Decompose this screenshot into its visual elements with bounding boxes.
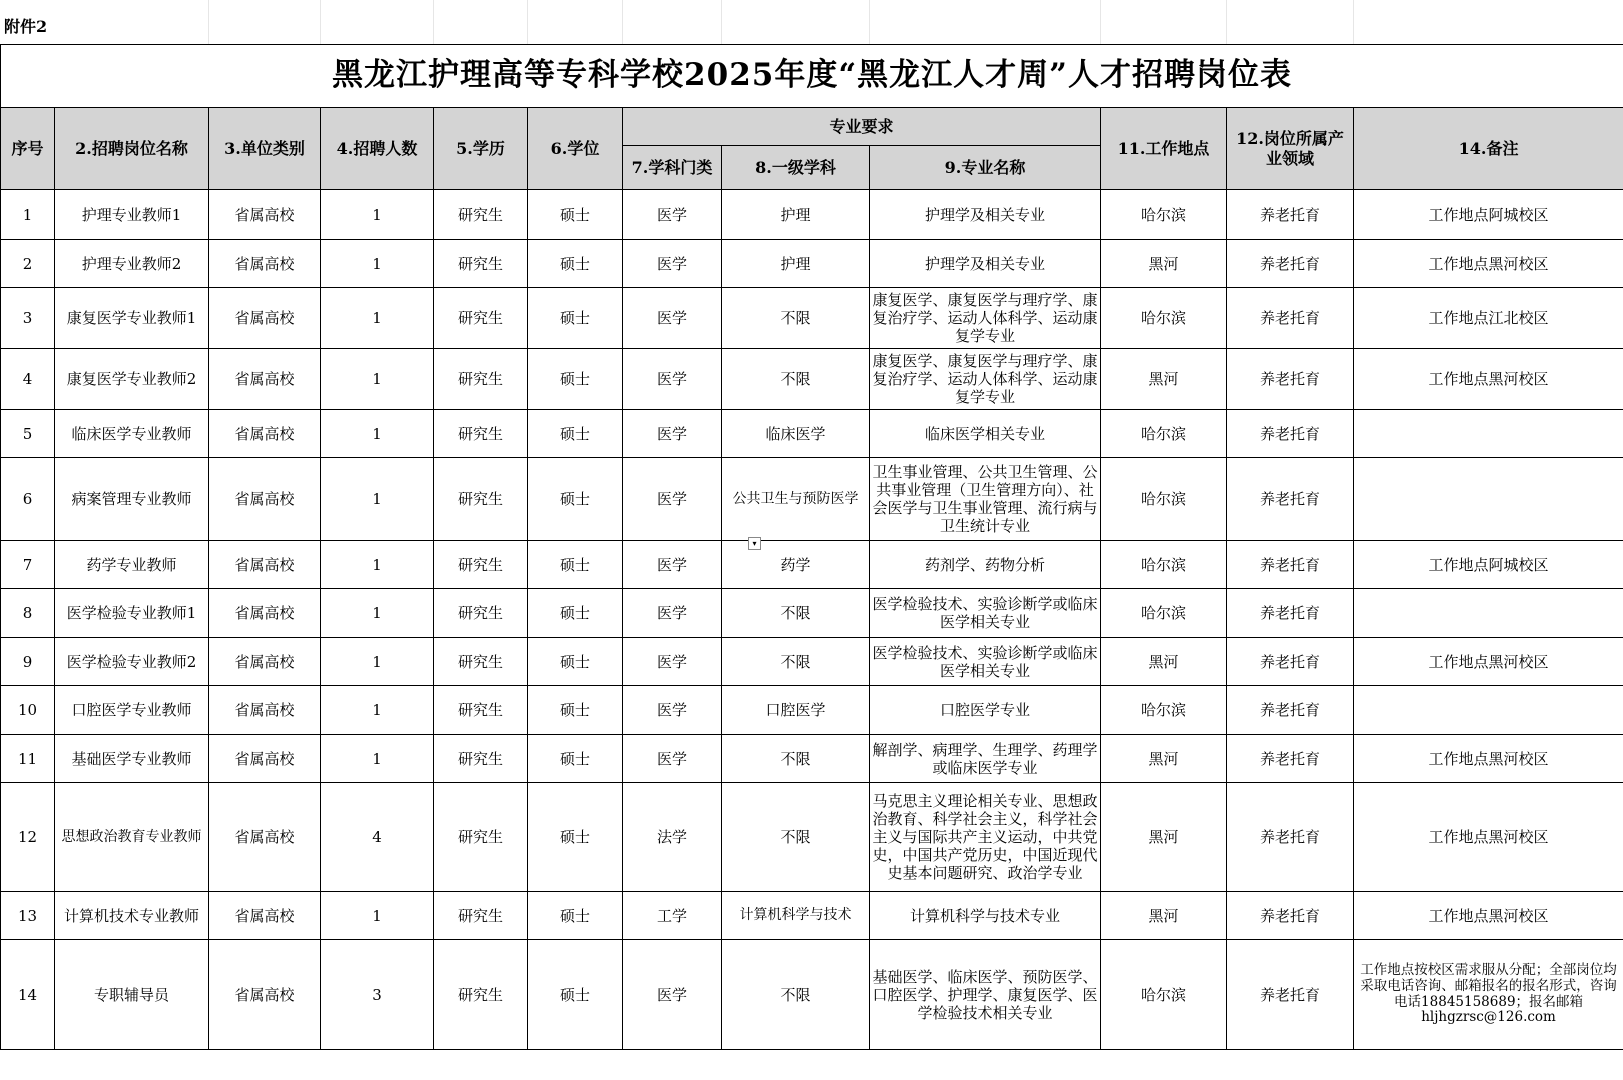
cell-unit-type[interactable]: 省属高校 [209, 410, 321, 458]
cell-industry[interactable]: 养老托育 [1227, 940, 1354, 1050]
cell-location[interactable]: 黑河 [1101, 783, 1227, 892]
grid-line [320, 0, 321, 44]
cell-seq[interactable]: 4 [1, 349, 55, 410]
cell-industry[interactable]: 养老托育 [1227, 458, 1354, 541]
cell-first-level[interactable]: 口腔医学 [722, 686, 870, 735]
table-row [1, 288, 1623, 349]
cell-count[interactable]: 1 [321, 240, 434, 288]
cell-major-name[interactable]: 药剂学、药物分析 [870, 541, 1101, 589]
cell-position[interactable]: 医学检验专业教师1 [55, 589, 209, 638]
cell-remark[interactable]: 工作地点黑河校区 [1354, 349, 1623, 410]
cell-seq[interactable]: 5 [1, 410, 55, 458]
header-position[interactable]: 2.招聘岗位名称 [55, 108, 209, 190]
cell-position[interactable]: 康复医学专业教师2 [55, 349, 209, 410]
cell-education[interactable]: 研究生 [434, 240, 528, 288]
cell-industry[interactable]: 养老托育 [1227, 892, 1354, 940]
cell-education[interactable]: 研究生 [434, 410, 528, 458]
table-row [1, 458, 1623, 541]
header-discipline[interactable]: 7.学科门类 [623, 146, 722, 190]
grid-line [1226, 0, 1227, 44]
cell-position[interactable]: 基础医学专业教师 [55, 735, 209, 783]
cell-degree[interactable]: 硕士 [528, 783, 623, 892]
cell-remark[interactable]: 工作地点阿城校区 [1354, 541, 1623, 589]
grid-line [721, 0, 722, 44]
cell-count[interactable]: 1 [321, 686, 434, 735]
cell-industry[interactable]: 养老托育 [1227, 541, 1354, 589]
cell-seq[interactable]: 1 [1, 190, 55, 240]
cell-major-name[interactable]: 康复医学、康复医学与理疗学、康复治疗学、运动人体科学、运动康复学专业 [870, 349, 1101, 410]
cell-discipline[interactable]: 医学 [623, 589, 722, 638]
grid-line [1100, 0, 1101, 44]
cell-major-name[interactable]: 医学检验技术、实验诊断学或临床医学相关专业 [870, 638, 1101, 686]
cell-position[interactable]: 护理专业教师2 [55, 240, 209, 288]
cell-location[interactable]: 哈尔滨 [1101, 288, 1227, 349]
cell-remark[interactable] [1354, 686, 1623, 735]
cell-count[interactable]: 1 [321, 892, 434, 940]
cell-education[interactable]: 研究生 [434, 349, 528, 410]
cell-remark[interactable] [1354, 589, 1623, 638]
cell-position[interactable]: 医学检验专业教师2 [55, 638, 209, 686]
grid-line [433, 0, 434, 44]
cell-seq[interactable]: 13 [1, 892, 55, 940]
cell-unit-type[interactable]: 省属高校 [209, 940, 321, 1050]
cell-count[interactable]: 1 [321, 541, 434, 589]
cell-education[interactable]: 研究生 [434, 638, 528, 686]
cell-first-level[interactable]: 不限 [722, 940, 870, 1050]
cell-education[interactable]: 研究生 [434, 288, 528, 349]
table-row [1, 892, 1623, 940]
cell-position[interactable]: 康复医学专业教师1 [55, 288, 209, 349]
cell-position[interactable]: 病案管理专业教师 [55, 458, 209, 541]
cell-position[interactable]: 药学专业教师 [55, 541, 209, 589]
cell-remark[interactable]: 工作地点黑河校区 [1354, 783, 1623, 892]
header-unit-type[interactable]: 3.单位类别 [209, 108, 321, 190]
cell-degree[interactable]: 硕士 [528, 940, 623, 1050]
cell-position[interactable]: 护理专业教师1 [55, 190, 209, 240]
header-major-name[interactable]: 9.专业名称 [870, 146, 1101, 190]
cell-seq[interactable]: 9 [1, 638, 55, 686]
cell-count[interactable]: 3 [321, 940, 434, 1050]
cell-location[interactable]: 哈尔滨 [1101, 190, 1227, 240]
cell-degree[interactable]: 硕士 [528, 240, 623, 288]
cell-unit-type[interactable]: 省属高校 [209, 589, 321, 638]
cell-unit-type[interactable]: 省属高校 [209, 638, 321, 686]
cell-education[interactable]: 研究生 [434, 589, 528, 638]
cell-seq[interactable]: 11 [1, 735, 55, 783]
cell-major-name[interactable]: 医学检验技术、实验诊断学或临床医学相关专业 [870, 589, 1101, 638]
cell-first-level[interactable]: 不限 [722, 783, 870, 892]
cell-position[interactable]: 口腔医学专业教师 [55, 686, 209, 735]
cell-location[interactable]: 黑河 [1101, 892, 1227, 940]
table-row [1, 349, 1623, 410]
cell-degree[interactable]: 硕士 [528, 288, 623, 349]
cell-first-level[interactable]: 公共卫生与预防医学 [722, 458, 870, 541]
attachment-label: 附件2 [4, 17, 48, 36]
cell-count[interactable]: 1 [321, 735, 434, 783]
cell-first-level[interactable]: 不限 [722, 288, 870, 349]
cell-unit-type[interactable]: 省属高校 [209, 541, 321, 589]
cell-count[interactable]: 1 [321, 638, 434, 686]
cell-industry[interactable]: 养老托育 [1227, 240, 1354, 288]
cell-education[interactable]: 研究生 [434, 686, 528, 735]
cell-discipline[interactable]: 医学 [623, 190, 722, 240]
cell-location[interactable]: 黑河 [1101, 349, 1227, 410]
cell-degree[interactable]: 硕士 [528, 349, 623, 410]
cell-discipline[interactable]: 工学 [623, 892, 722, 940]
cell-education[interactable]: 研究生 [434, 541, 528, 589]
cell-seq[interactable]: 14 [1, 940, 55, 1050]
cell-remark[interactable] [1354, 458, 1623, 541]
cell-first-level[interactable]: 临床医学 [722, 410, 870, 458]
cell-degree[interactable]: 硕士 [528, 541, 623, 589]
cell-first-level[interactable]: 护理 [722, 240, 870, 288]
cell-location[interactable]: 哈尔滨 [1101, 686, 1227, 735]
cell-degree[interactable]: 硕士 [528, 892, 623, 940]
cell-education[interactable]: 研究生 [434, 458, 528, 541]
cell-count[interactable]: 1 [321, 349, 434, 410]
header-count[interactable]: 4.招聘人数 [321, 108, 434, 190]
table-body [1, 190, 1623, 1050]
cell-remark[interactable]: 工作地点按校区需求服从分配；全部岗位均采取电话咨询、邮箱报名的报名形式，咨询电话18845158689；报名邮箱hljhgzrsc@126.com [1354, 940, 1623, 1050]
cell-location[interactable]: 哈尔滨 [1101, 458, 1227, 541]
cell-count[interactable]: 1 [321, 288, 434, 349]
cell-remark[interactable]: 工作地点江北校区 [1354, 288, 1623, 349]
cell-industry[interactable]: 养老托育 [1227, 288, 1354, 349]
cell-education[interactable]: 研究生 [434, 940, 528, 1050]
cell-education[interactable]: 研究生 [434, 783, 528, 892]
cell-remark[interactable]: 工作地点黑河校区 [1354, 638, 1623, 686]
cell-discipline[interactable]: 医学 [623, 349, 722, 410]
cell-position[interactable]: 临床医学专业教师 [55, 410, 209, 458]
header-location[interactable]: 11.工作地点 [1101, 108, 1227, 190]
cell-first-level[interactable]: 药学 [722, 541, 870, 589]
cell-count[interactable]: 1 [321, 589, 434, 638]
cell-first-level[interactable]: 不限 [722, 638, 870, 686]
cell-discipline[interactable]: 医学 [623, 240, 722, 288]
cell-count[interactable]: 4 [321, 783, 434, 892]
cell-discipline[interactable]: 医学 [623, 940, 722, 1050]
cell-seq[interactable]: 2 [1, 240, 55, 288]
cell-remark[interactable]: 工作地点黑河校区 [1354, 892, 1623, 940]
table-row [1, 410, 1623, 458]
table-row [1, 686, 1623, 735]
cell-first-level[interactable]: 不限 [722, 735, 870, 783]
cell-industry[interactable]: 养老托育 [1227, 349, 1354, 410]
table-row [1, 940, 1623, 1050]
cell-location[interactable]: 哈尔滨 [1101, 541, 1227, 589]
table-row [1, 783, 1623, 892]
table-row [1, 541, 1623, 589]
grid-line [1353, 0, 1354, 44]
cell-first-level[interactable]: 不限 [722, 349, 870, 410]
cell-major-name[interactable]: 基础医学、临床医学、预防医学、口腔医学、护理学、康复医学、医学检验技术相关专业 [870, 940, 1101, 1050]
grid-line [527, 0, 528, 44]
cell-position[interactable]: 计算机技术专业教师 [55, 892, 209, 940]
header-major-requirements[interactable]: 专业要求 [623, 108, 1101, 146]
cell-location[interactable]: 哈尔滨 [1101, 940, 1227, 1050]
cell-location[interactable]: 黑河 [1101, 240, 1227, 288]
cell-major-name[interactable]: 卫生事业管理、公共卫生管理、公共事业管理（卫生管理方向）、社会医学与卫生事业管理、流行病与卫生统计专业 [870, 458, 1101, 541]
cell-unit-type[interactable]: 省属高校 [209, 190, 321, 240]
cell-remark[interactable]: 工作地点阿城校区 [1354, 190, 1623, 240]
cell-education[interactable]: 研究生 [434, 190, 528, 240]
cell-degree[interactable]: 硕士 [528, 638, 623, 686]
table-row [1, 589, 1623, 638]
cell-count[interactable]: 1 [321, 458, 434, 541]
cell-unit-type[interactable]: 省属高校 [209, 458, 321, 541]
cell-location[interactable]: 黑河 [1101, 638, 1227, 686]
cell-unit-type[interactable]: 省属高校 [209, 349, 321, 410]
cell-position[interactable]: 专职辅导员 [55, 940, 209, 1050]
table-row [1, 190, 1623, 240]
cell-unit-type[interactable]: 省属高校 [209, 892, 321, 940]
table-row [1, 240, 1623, 288]
cell-seq[interactable]: 7 [1, 541, 55, 589]
recruitment-table [0, 44, 1623, 1050]
dropdown-arrow-icon[interactable]: ▾ [748, 537, 761, 550]
cell-industry[interactable]: 养老托育 [1227, 783, 1354, 892]
header-degree[interactable]: 6.学位 [528, 108, 623, 190]
cell-major-name[interactable]: 护理学及相关专业 [870, 190, 1101, 240]
cell-unit-type[interactable]: 省属高校 [209, 288, 321, 349]
cell-seq[interactable]: 6 [1, 458, 55, 541]
cell-major-name[interactable]: 临床医学相关专业 [870, 410, 1101, 458]
table-title[interactable]: 黑龙江护理高等专科学校2025年度“黑龙江人才周”人才招聘岗位表 [1, 45, 1623, 108]
cell-major-name[interactable]: 计算机科学与技术专业 [870, 892, 1101, 940]
cell-location[interactable]: 哈尔滨 [1101, 589, 1227, 638]
table-row [1, 735, 1623, 783]
cell-first-level[interactable]: 计算机科学与技术 [722, 892, 870, 940]
cell-first-level[interactable]: 不限 [722, 589, 870, 638]
cell-discipline[interactable]: 医学 [623, 735, 722, 783]
cell-unit-type[interactable]: 省属高校 [209, 783, 321, 892]
cell-degree[interactable]: 硕士 [528, 458, 623, 541]
cell-industry[interactable]: 养老托育 [1227, 190, 1354, 240]
cell-major-name[interactable]: 解剖学、病理学、生理学、药理学或临床医学专业 [870, 735, 1101, 783]
cell-seq[interactable]: 8 [1, 589, 55, 638]
cell-degree[interactable]: 硕士 [528, 735, 623, 783]
cell-industry[interactable]: 养老托育 [1227, 589, 1354, 638]
cell-position[interactable]: 思想政治教育专业教师 [55, 783, 209, 892]
cell-major-name[interactable]: 马克思主义理论相关专业、思想政治教育、科学社会主义，科学社会主义与国际共产主义运动，中共党史，中国共产党历史，中国近现代史基本问题研究、政治学专业 [870, 783, 1101, 892]
cell-count[interactable]: 1 [321, 190, 434, 240]
cell-remark[interactable]: 工作地点黑河校区 [1354, 240, 1623, 288]
cell-location[interactable]: 哈尔滨 [1101, 410, 1227, 458]
cell-education[interactable]: 研究生 [434, 892, 528, 940]
cell-discipline[interactable]: 医学 [623, 458, 722, 541]
grid-line [622, 0, 623, 44]
cell-major-name[interactable]: 康复医学、康复医学与理疗学、康复治疗学、运动人体科学、运动康复学专业 [870, 288, 1101, 349]
grid-line [869, 0, 870, 44]
cell-seq[interactable]: 10 [1, 686, 55, 735]
cell-unit-type[interactable]: 省属高校 [209, 686, 321, 735]
cell-unit-type[interactable]: 省属高校 [209, 735, 321, 783]
cell-education[interactable]: 研究生 [434, 735, 528, 783]
cell-seq[interactable]: 3 [1, 288, 55, 349]
cell-industry[interactable]: 养老托育 [1227, 686, 1354, 735]
cell-discipline[interactable]: 医学 [623, 638, 722, 686]
grid-line [208, 0, 209, 44]
cell-degree[interactable]: 硕士 [528, 686, 623, 735]
cell-unit-type[interactable]: 省属高校 [209, 240, 321, 288]
header-first-level[interactable]: 8.一级学科 [722, 146, 870, 190]
header-remark[interactable]: 14.备注 [1354, 108, 1623, 190]
cell-seq[interactable]: 12 [1, 783, 55, 892]
cell-remark[interactable] [1354, 410, 1623, 458]
table-row [1, 638, 1623, 686]
cell-industry[interactable]: 养老托育 [1227, 638, 1354, 686]
cell-discipline[interactable]: 医学 [623, 288, 722, 349]
header-seq[interactable]: 序号 [1, 108, 55, 190]
cell-discipline[interactable]: 医学 [623, 686, 722, 735]
cell-discipline[interactable]: 医学 [623, 541, 722, 589]
cell-first-level[interactable]: 护理 [722, 190, 870, 240]
cell-degree[interactable]: 硕士 [528, 410, 623, 458]
cell-major-name[interactable]: 护理学及相关专业 [870, 240, 1101, 288]
cell-count[interactable]: 1 [321, 410, 434, 458]
cell-major-name[interactable]: 口腔医学专业 [870, 686, 1101, 735]
header-industry[interactable]: 12.岗位所属产业领域 [1227, 108, 1354, 190]
cell-remark[interactable]: 工作地点黑河校区 [1354, 735, 1623, 783]
header-education[interactable]: 5.学历 [434, 108, 528, 190]
cell-discipline[interactable]: 法学 [623, 783, 722, 892]
cell-discipline[interactable]: 医学 [623, 410, 722, 458]
cell-location[interactable]: 黑河 [1101, 735, 1227, 783]
cell-industry[interactable]: 养老托育 [1227, 410, 1354, 458]
cell-degree[interactable]: 硕士 [528, 589, 623, 638]
cell-industry[interactable]: 养老托育 [1227, 735, 1354, 783]
cell-degree[interactable]: 硕士 [528, 190, 623, 240]
